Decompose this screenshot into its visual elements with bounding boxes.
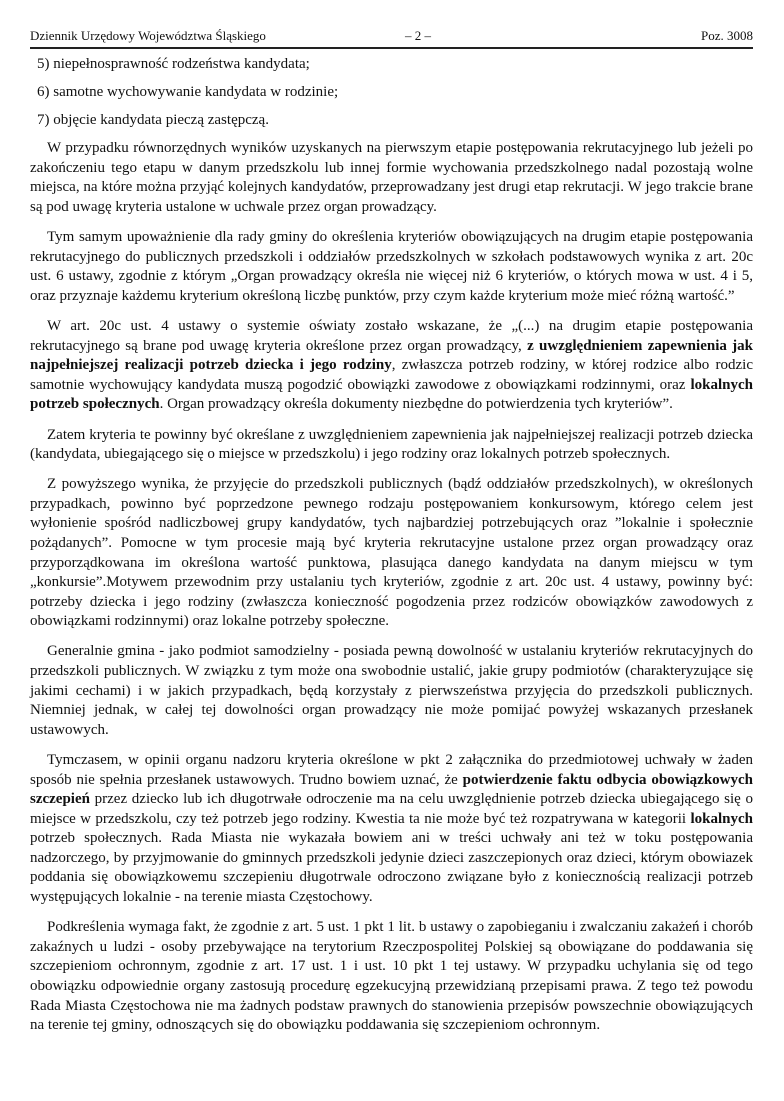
paragraph [30, 642, 753, 740]
emphasized-text: lokalnych [690, 810, 753, 827]
journal-title: Dziennik Urzędowy Województwa Śląskiego [30, 28, 266, 43]
list-item: 7) objęcie kandydata pieczą zastępczą. [37, 112, 269, 129]
paragraphs [30, 139, 753, 1035]
page-header [30, 25, 753, 49]
paragraph-text: W przypadku równorzędnych wyników uzyskanych na pierwszym etapie postępowania rekrutacyjnego lub jeżeli po zakończeniu tego etapu w danym przedszkolu lub innej formie wychowania przedszkolnego nadal pozostają wolne miejsca, na które można przyjąć kolejnych kandydatów, przeprowadzany jest drugi etap rekrutacji. W jego trakcie brane są pod uwagę kryteria ustalone w uchwale przez organ prowadzący. [30, 140, 753, 216]
paragraph-text: W art. 20c ust. 4 ustawy o systemie oświaty zostało wskazane, że „(...) na drugim etapie postępowania rekrutacyjnego są brane pod uwagę kryteria określone przez organ prowadzący, [30, 318, 753, 354]
paragraph-text: przez dziecko lub ich długotrwałe odroczenie ma na celu uwzględnienie potrzeb dziecka ubiegającego się o miejsce w przedszkolu, czy też potrzeb jego rodziny. Kwestia ta nie może być też rozpatrywana w kategorii [30, 791, 753, 827]
paragraph-text: Podkreślenia wymaga fakt, że zgodnie z art. 5 ust. 1 pkt 1 lit. b ustawy o zapobieganiu i zwalczaniu zakażeń i chorób zakaźnych u ludzi - osoby przebywające na terytorium Rzeczpospolitej Polskiej są obowiązane do poddawania się szczepieniom ochronnym, zgodnie z art. 17 ust. 1 i ust. 10 pkt 1 tej ustawy. W przypadku uchylania się od tego obowiązku odpowiednie organy zastosują procedurę egzekucyjną przewidzianą przepisami prawa. Z tego też powodu Rada Miasta Częstochowa nie ma żadnych podstaw prawnych do stanowienia przepisów powszechnie obowiązujących na terenie tej gminy, odnoszących się do obowiązku poddawania się szczepieniom ochronnym. [30, 919, 753, 1034]
paragraph-text: , zwłaszcza potrzeb rodziny, w której rodzice albo rodzic samotnie wychowujący kandydata muszą pogodzić obowiązki zawodowe z obowiązkami rodzinnymi, oraz [30, 357, 753, 393]
page-number: – 2 – [405, 28, 431, 43]
paragraph-text: Generalnie gmina - jako podmiot samodzielny - posiada pewną dowolność w ustalaniu kryteriów rekrutacyjnych do przedszkoli publicznych. W związku z tym może ona swobodnie ustalić, jakie grupy podmiotów (charakteryzujące się jakimi cechami) i w jakich przypadkach, będą korzystały z pierwszeństwa przyjęcia do przedszkoli publicznych. Niemniej jednak, w całej tej dowolności organ prowadzący nie może pomijać powyżej wskazanych przesłanek ustawowych. [30, 643, 753, 738]
list-item: 5) niepełnosprawność rodzeństwa kandydata; [37, 56, 310, 72]
paragraph [30, 918, 753, 1036]
emphasized-text: z uwzględnieniem zapewnienia jak najpełniejszej realizacji potrzeb dziecka i jego rodziny [30, 337, 754, 374]
paragraph-text: Tym samym upoważnienie dla rady gminy do określenia kryteriów obowiązujących na drugim etapie postępowania rekrutacyjnego do publicznych przedszkoli i oddziałów przedszkolnych w szkołach podstawowych wynika z art. 20c ust. 6 ustawy, zgodnie z którym „Organ prowadzący określa nie więcej niż 6 kryteriów, o których mowa w ust. 4 i 5, oraz przyznaje każdemu kryterium określoną liczbę punktów, przy czym każde kryterium może mieć różną wartość.” [30, 229, 753, 304]
emphasized-text: potwierdzenie faktu odbycia obowiązkowych szczepień [30, 771, 753, 808]
paragraph-text: potrzeb społecznych. Rada Miasta nie wykazała bowiem ani w treści uchwały ani też w toku postępowania nadzorczego, by przyjmowanie do gminnych przedszkoli jedynie dzieci zaszczepionych oraz dzieci, którym obowiazek poddania się obowiązkowemu szczepieniu długotrwale odroczono związane było z koniecznością realizacji potrzeb występujących lokalnie - na terenie miasta Częstochowy. [30, 830, 753, 906]
position-number: Poz. 3008 [701, 28, 753, 43]
paragraph-text: Zatem kryteria te powinny być określane z uwzględnieniem zapewnienia jak najpełniejszej realizacji potrzeb dziecka (kandydata, ubiegającego się o miejsce w przedszkolu) i jego rodziny oraz lokalnych potrzeb społecznych. [30, 426, 753, 463]
paragraph-text: . Organ prowadzący określa dokumenty niezbędne do potwierdzenia tych kryteriów”. [159, 396, 673, 413]
paragraph-text: Z powyższego wynika, że przyjęcie do przedszkoli publicznych (bądź oddziałów przedszkolnych), w określonych przypadkach, powinno być poprzedzone pewnego rodzaju postępowaniem konkursowym, którego celem jest wyłonienie spośród nadliczbowej grupy kandydatów, tych najbardziej potrzebujących oraz ”lokalnie i społecznie pożądanych”. Pomocne w tym procesie mają być kryteria rekrutacyjne ustalone przez organ prowadzący oraz przyporządkowana im określona wartość punktowa, plasująca danego kandydata na danym miejscu w tym „konkursie”.Motywem przewodnim przy ustalaniu tych kryteriów, zgodnie z art. 20c ust. 4 ustawy, powinny być: potrzeby dziecka i jego rodziny (zwłaszcza konieczność pogodzenia przez rodziców obowiązków zawodowych z obowiązkami rodzinnymi) oraz lokalne potrzeby społeczne. [30, 476, 753, 630]
paragraph [30, 751, 753, 908]
paragraph [30, 317, 753, 415]
list-item: 6) samotne wychowywanie kandydata w rodzinie; [37, 84, 339, 101]
emphasized-text: lokalnych potrzeb społecznych [30, 376, 753, 413]
paragraph [30, 139, 753, 217]
paragraph [30, 475, 753, 632]
paragraph [30, 228, 753, 306]
paragraph [30, 426, 753, 465]
paragraph-text: Tymczasem, w opinii organu nadzoru kryteria określone w pkt 2 załącznika do przedmiotowej uchwały w żaden sposób nie spełnia przesłanek ustawowych. Trudno bowiem uznać, że [30, 751, 753, 788]
document-body [30, 55, 753, 1046]
